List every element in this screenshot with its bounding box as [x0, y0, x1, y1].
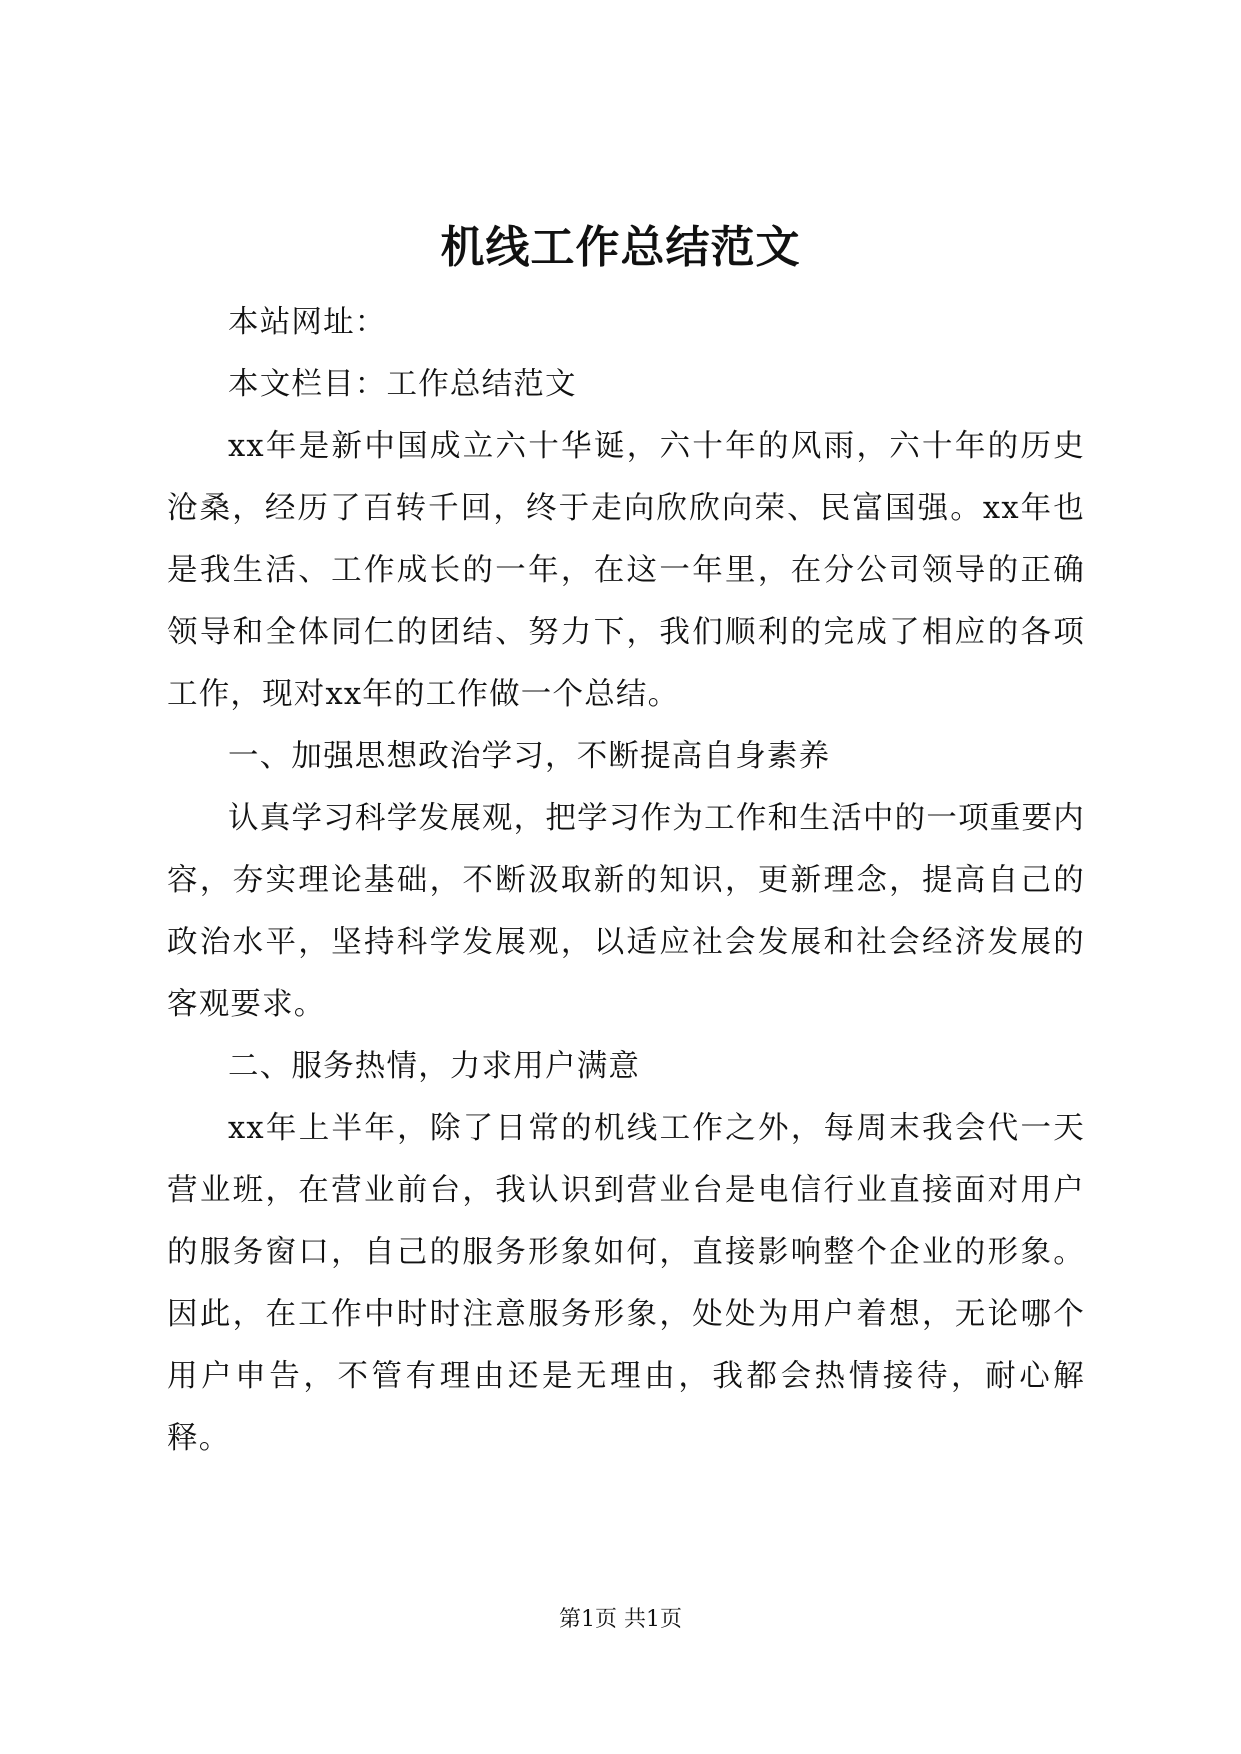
- page-footer: 第1页 共1页: [559, 1607, 682, 1632]
- document-body: [167, 292, 1085, 1470]
- paragraph-column: 本文栏目：工作总结范文: [228, 367, 577, 402]
- document-title: 机线工作总结范文: [440, 222, 801, 273]
- paragraph-site-url: 本站网址：: [228, 305, 387, 340]
- section-heading-2: 二、服务热情，力求用户满意: [228, 1049, 641, 1084]
- paragraph-intro: xx年是新中国成立六十华诞，六十年的风雨，六十年的历史沧桑，经历了百转千回，终于走向欣欣向荣、民富国强。xx年也是我生活、工作成长的一年，在这一年里，在分公司领导的正确领导和全体同仁的团结、努力下，我们顺利的完成了相应的各项工作，现对xx年的工作做一个总结。: [167, 429, 1085, 712]
- paragraph-section-1: 认真学习科学发展观，把学习作为工作和生活中的一项重要内容，夯实理论基础，不断汲取新的知识，更新理念，提高自己的政治水平，坚持科学发展观，以适应社会发展和社会经济发展的客观要求。: [167, 801, 1085, 1022]
- section-heading-1: 一、加强思想政治学习，不断提高自身素养: [228, 739, 831, 774]
- paragraph-section-2: xx年上半年，除了日常的机线工作之外，每周末我会代一天营业班，在营业前台，我认识到营业台是电信行业直接面对用户的服务窗口，自己的服务形象如何，直接影响整个企业的形象。因此，在工作中时时注意服务形象，处处为用户着想，无论哪个用户申告，不管有理由还是无理由，我都会热情接待，耐心解释。: [167, 1111, 1085, 1456]
